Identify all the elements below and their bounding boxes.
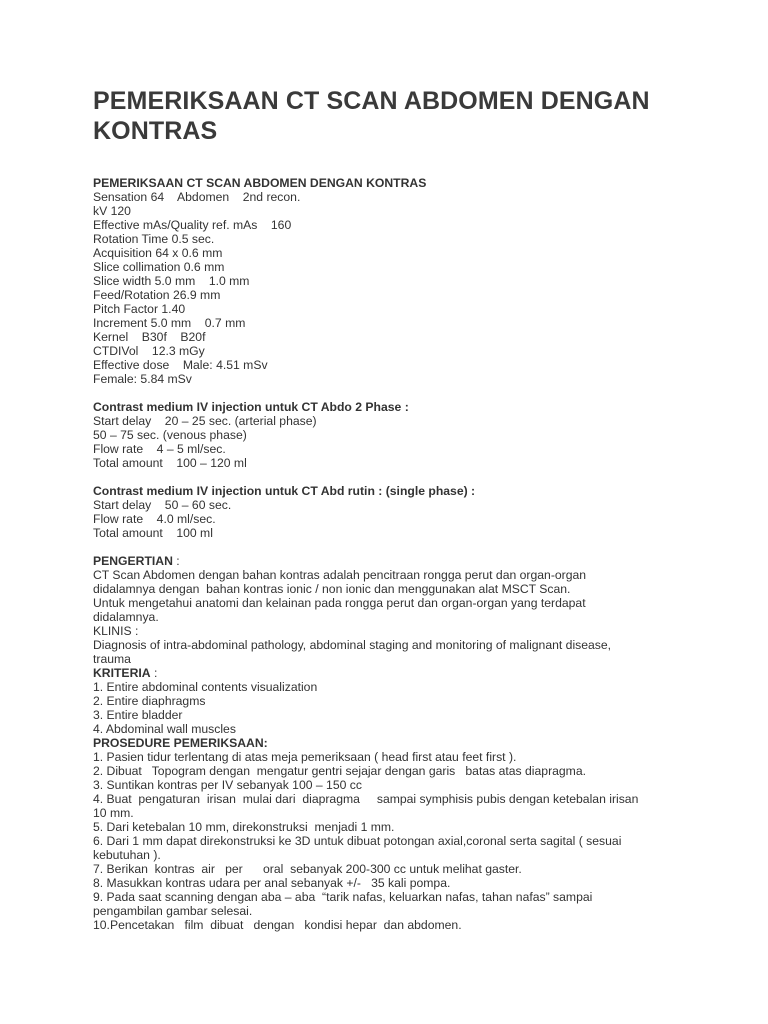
heading-colon: : [172, 554, 180, 568]
pengertian-line: trauma [93, 652, 131, 666]
kriteria-item: 3. Entire bladder [93, 708, 183, 722]
param-line: Female: 5.84 mSv [93, 372, 192, 386]
param-line: Kernel B30f B20f [93, 330, 206, 344]
param-line: Increment 5.0 mm 0.7 mm [93, 316, 246, 330]
section-heading: PEMERIKSAAN CT SCAN ABDOMEN DENGAN KONTRAS [93, 176, 427, 190]
prosedure-item: kebutuhan ). [93, 848, 161, 862]
prosedure-item: pengambilan gambar selesai. [93, 904, 253, 918]
prosedure-item: 2. Dibuat Topogram dengan mengatur gentri sejajar dengan garis batas atas diapragma. [93, 764, 586, 778]
prosedure-item: 1. Pasien tidur terlentang di atas meja pemeriksaan ( head first atau feet first ). [93, 750, 517, 764]
prosedure-item: 10 mm. [93, 806, 134, 820]
param-line: Acquisition 64 x 0.6 mm [93, 246, 223, 260]
param-line: Effective mAs/Quality ref. mAs 160 [93, 218, 292, 232]
spacer [93, 540, 693, 554]
param-line: Pitch Factor 1.40 [93, 302, 186, 316]
param-line: Effective dose Male: 4.51 mSv [93, 358, 268, 372]
pengertian-line: Untuk mengetahui anatomi dan kelainan pada rongga perut dan organ-organ yang terdapat [93, 596, 586, 610]
prosedure-item: 3. Suntikan kontras per IV sebanyak 100 – 150 cc [93, 778, 362, 792]
spacer [93, 386, 693, 400]
param-line: Rotation Time 0.5 sec. [93, 232, 215, 246]
heading-colon: : [150, 666, 158, 680]
pengertian-line: Diagnosis of intra-abdominal pathology, abdominal staging and monitoring of malignant disease, [93, 638, 612, 652]
param-line: CTDIVol 12.3 mGy [93, 344, 205, 358]
param-line: Slice collimation 0.6 mm [93, 260, 225, 274]
pengertian-line: didalamnya. [93, 610, 159, 624]
pengertian-heading: PENGERTIAN [93, 554, 173, 568]
kriteria-heading: KRITERIA [93, 666, 151, 680]
prosedure-item: 9. Pada saat scanning dengan aba – aba “tarik nafas, keluarkan nafas, tahan nafas” sampai [93, 890, 593, 904]
prosedure-item: 8. Masukkan kontras udara per anal sebanyak +/- 35 kali pompa. [93, 876, 451, 890]
contrast-line: Total amount 100 ml [93, 526, 213, 540]
pengertian-heading-line [93, 554, 693, 568]
param-line: Slice width 5.0 mm 1.0 mm [93, 274, 250, 288]
spacer [93, 470, 693, 484]
page-title: PEMERIKSAAN CT SCAN ABDOMEN DENGAN KONTRAS [93, 87, 650, 145]
contrast-line: Flow rate 4 – 5 ml/sec. [93, 442, 226, 456]
param-line: Sensation 64 Abdomen 2nd recon. [93, 190, 301, 204]
kriteria-item: 2. Entire diaphragms [93, 694, 206, 708]
contrast-line: Total amount 100 – 120 ml [93, 456, 247, 470]
pengertian-line: CT Scan Abdomen dengan bahan kontras adalah pencitraan rongga perut dan organ-organ [93, 568, 587, 582]
prosedure-item: 5. Dari ketebalan 10 mm, direkonstruksi menjadi 1 mm. [93, 820, 395, 834]
pengertian-line: didalamnya dengan bahan kontras ionic / non ionic dan menggunakan alat MSCT Scan. [93, 582, 571, 596]
prosedure-item: 10.Pencetakan film dibuat dengan kondisi hepar dan abdomen. [93, 918, 462, 932]
contrast-line: Flow rate 4.0 ml/sec. [93, 512, 216, 526]
kriteria-heading-line [93, 666, 693, 680]
param-line: Feed/Rotation 26.9 mm [93, 288, 221, 302]
prosedure-item: 7. Berikan kontras air per oral sebanyak 200-300 cc untuk melihat gaster. [93, 862, 522, 876]
param-line: kV 120 [93, 204, 131, 218]
document-page [93, 86, 693, 932]
prosedure-item: 6. Dari 1 mm dapat direkonstruksi ke 3D untuk dibuat potongan axial,coronal serta sagital ( sesuai [93, 834, 622, 848]
prosedure-item: 4. Buat pengaturan irisan mulai dari diapragma sampai symphisis pubis dengan ketebalan irisan [93, 792, 639, 806]
scan-parameters [93, 190, 693, 386]
contrast-single-heading: Contrast medium IV injection untuk CT Abd rutin : (single phase) : [93, 484, 476, 498]
contrast-line: Start delay 50 – 60 sec. [93, 498, 232, 512]
kriteria-item: 4. Abdominal wall muscles [93, 722, 236, 736]
contrast-line: 50 – 75 sec. (venous phase) [93, 428, 247, 442]
contrast-2phase-heading: Contrast medium IV injection untuk CT Abdo 2 Phase : [93, 400, 409, 414]
pengertian-line: KLINIS : [93, 624, 139, 638]
contrast-line: Start delay 20 – 25 sec. (arterial phase) [93, 414, 317, 428]
prosedure-heading: PROSEDURE PEMERIKSAAN: [93, 736, 268, 750]
kriteria-item: 1. Entire abdominal contents visualization [93, 680, 318, 694]
